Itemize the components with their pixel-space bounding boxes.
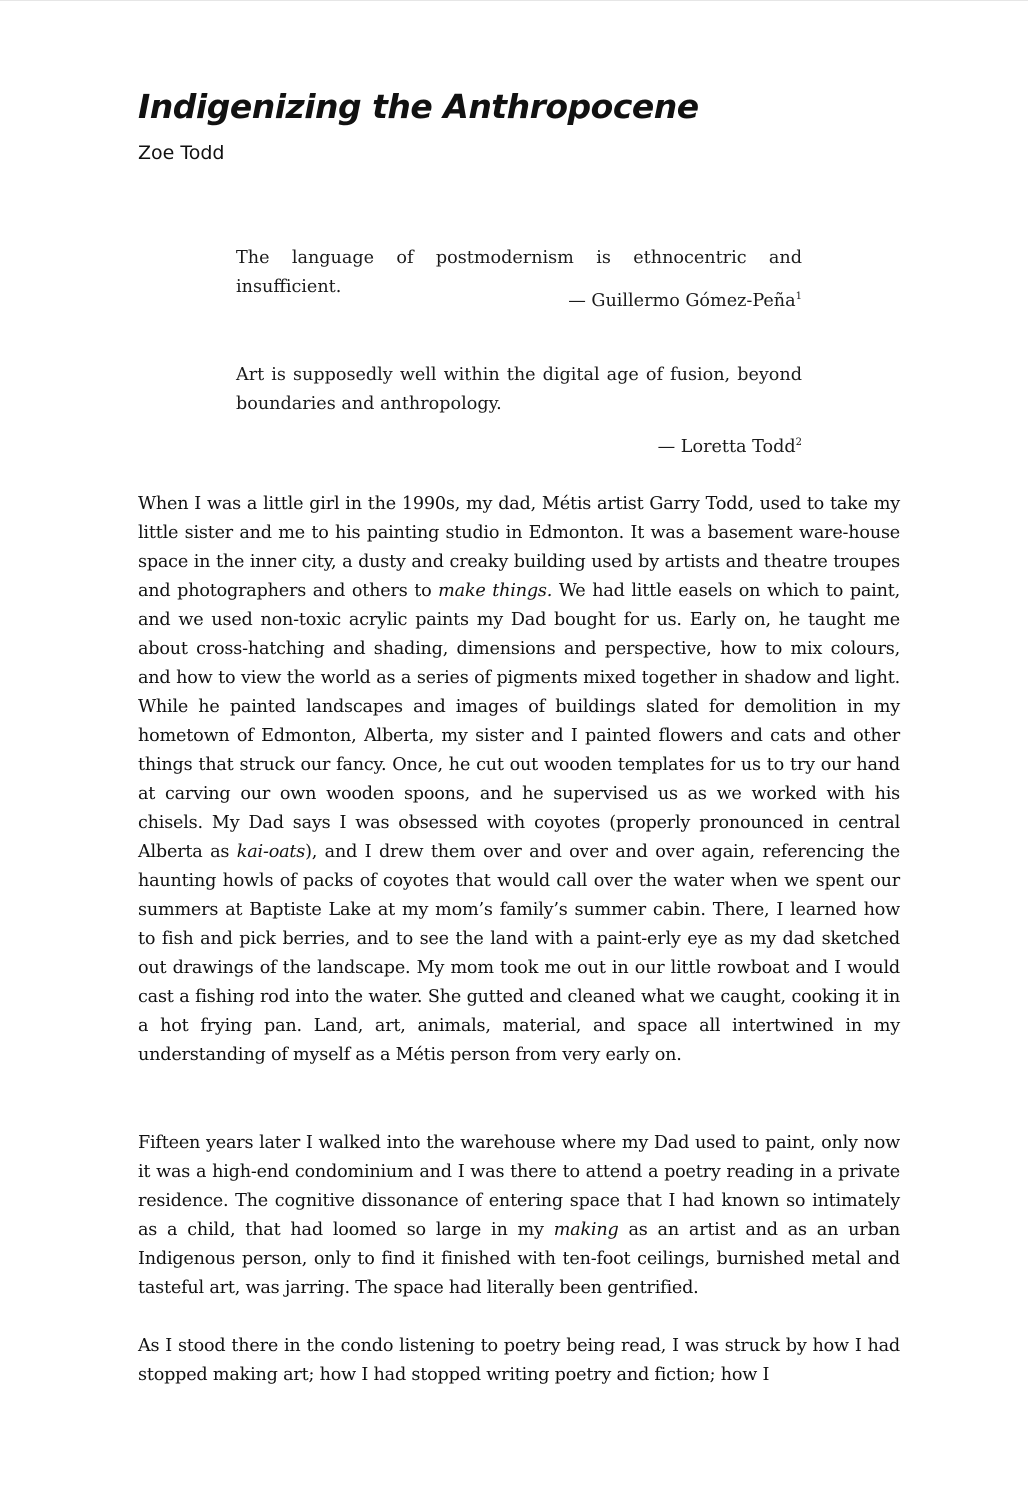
epigraph-2 <box>236 361 802 471</box>
emphasis-text: kai-oats <box>236 842 306 862</box>
epigraph-attribution-name: — Loretta Todd <box>657 437 796 457</box>
paragraph-text: We had little easels on which to paint, and we used non-toxic acrylic paints my Dad bought for us. Early on, he taught me about cross-hatching and shading, dimensions and perspective, how to mix colours, and how to view the world as a series of pigments mixed together in shadow and light. While he painted landscapes and images of buildings slated for demolition in my hometown of Edmonton, Alberta, my sister and I painted flowers and cats and other things that struck our fancy. Once, he cut out wooden templates for us to try our hand at carving our own wooden spoons, and he supervised us as we worked with his chisels. My Dad says I was obsessed with coyotes (properly pronounced in central Alberta as <box>138 581 900 862</box>
epigraph-text: Art is supposedly well within the digital age of fusion, beyond boundaries and anthropology. <box>236 365 802 414</box>
emphasis-text: making <box>553 1220 619 1240</box>
epigraph-1 <box>236 244 802 324</box>
epigraph-attribution <box>568 287 802 316</box>
footnote-marker: 2 <box>795 437 802 449</box>
paragraph-text: as an artist and as an urban Indigenous person, only to find it finished with ten-foot ceilings, burnished metal and tasteful art, was jarring. The space had literally been gentrified. <box>138 1220 900 1298</box>
epigraph-attribution-name: — Guillermo Gómez-Peña <box>568 291 796 311</box>
epigraph-text: The language of postmodernism is ethnocentric and insufficient. <box>236 248 802 297</box>
article-title: Indigenizing the Anthropocene <box>138 87 699 126</box>
paragraph-text: Fifteen years later I walked into the warehouse where my Dad used to paint, only now it was a high-end condominium and I was there to attend a poetry reading in a private residence. The cognitive dissonance of entering space that I had known so intimately as a child, that had loomed so large in my <box>138 1133 900 1240</box>
article-author: Zoe Todd <box>138 142 225 164</box>
footnote-marker: 1 <box>795 291 802 303</box>
paragraph-text: As I stood there in the condo listening to poetry being read, I was struck by how I had stopped making art; how I had stopped writing poetry and fiction; how I <box>138 1336 900 1385</box>
body-paragraph-1 <box>138 490 900 1070</box>
paragraph-text: When I was a little girl in the 1990s, my dad, Métis artist Garry Todd, used to take my little sister and me to his painting studio in Edmonton. It was a basement ware-house space in the inner city, a dusty and creaky building used by artists and theatre troupes and photographers and others to <box>138 494 900 601</box>
emphasis-text: make things. <box>438 581 553 601</box>
epigraph-attribution <box>658 433 802 462</box>
paragraph-text: ), and I drew them over and over and over again, referencing the haunting howls of packs of coyotes that would call over the water when we spent our summers at Baptiste Lake at my mom’s family’s summer cabin. There, I learned how to fish and pick berries, and to see the land with a paint-erly eye as my dad sketched out drawings of the landscape. My mom took me out in our little rowboat and I would cast a fishing rod into the water. She gutted and cleaned what we caught, cooking it in a hot frying pan. Land, art, animals, material, and space all intertwined in my understanding of myself as a Métis person from very early on. <box>138 842 900 1065</box>
body-paragraph-3 <box>138 1332 900 1390</box>
body-paragraph-2 <box>138 1129 900 1303</box>
